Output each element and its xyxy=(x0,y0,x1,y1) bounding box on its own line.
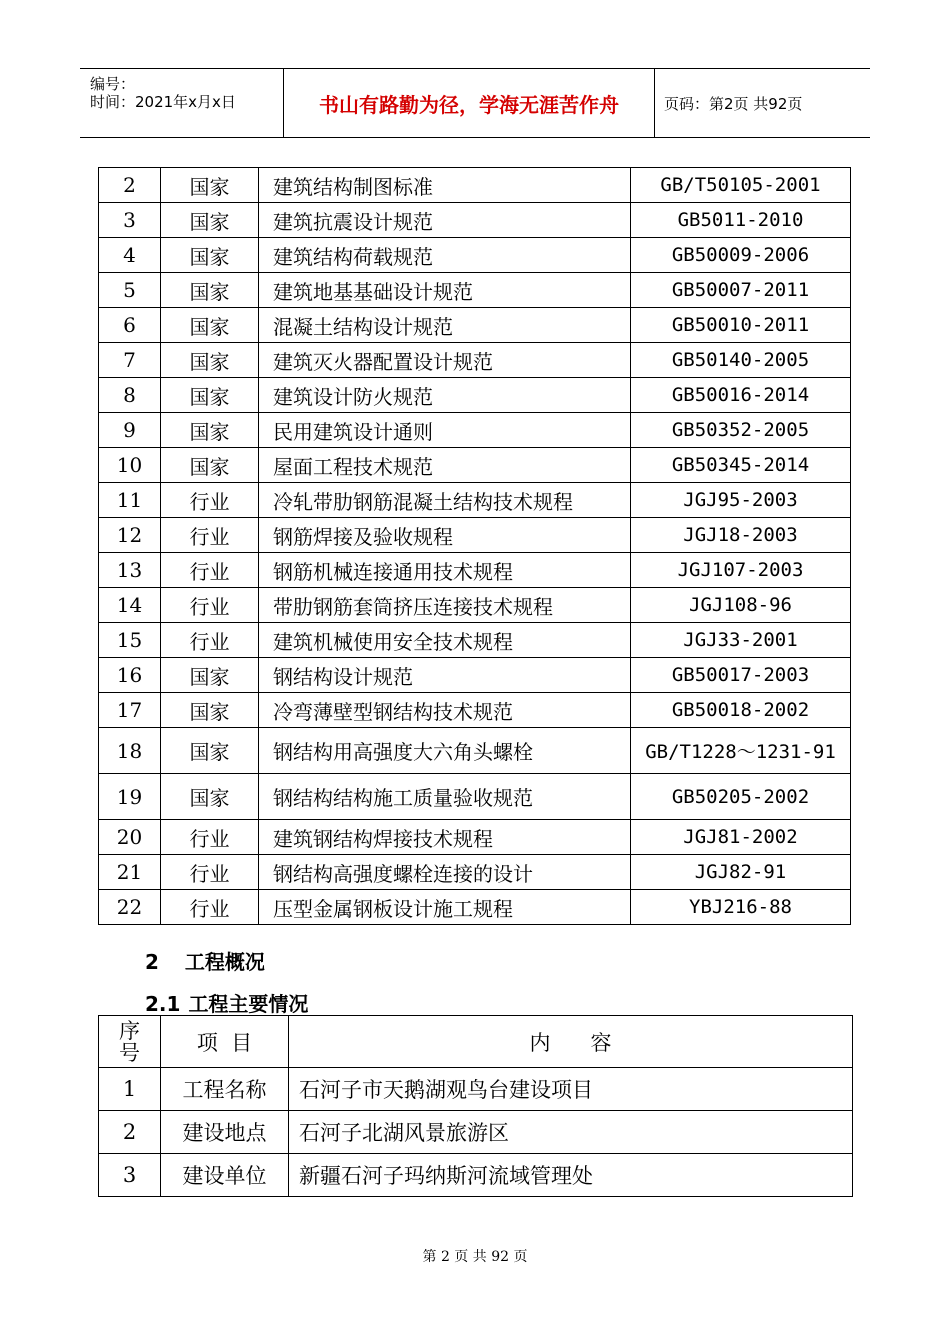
row-level: 国家 xyxy=(161,774,259,820)
row-standard-code: GB50205-2002 xyxy=(631,774,851,820)
section-title: 工程主要情况 xyxy=(188,992,309,1016)
row-number: 3 xyxy=(99,203,161,238)
row-number: 18 xyxy=(99,728,161,774)
row-standard-name: 钢结构高强度螺栓连接的设计 xyxy=(259,855,631,890)
row-level: 国家 xyxy=(161,168,259,203)
row-standard-code: JGJ95-2003 xyxy=(631,483,851,518)
row-standard-name: 建筑地基基础设计规范 xyxy=(259,273,631,308)
row-number: 3 xyxy=(99,1154,161,1197)
row-level: 国家 xyxy=(161,343,259,378)
row-level: 行业 xyxy=(161,483,259,518)
row-standard-code: JGJ18-2003 xyxy=(631,518,851,553)
serial-label: 编号： xyxy=(90,75,136,93)
row-number: 19 xyxy=(99,774,161,820)
row-standard-code: JGJ82-91 xyxy=(631,855,851,890)
table-row xyxy=(99,203,851,238)
table-row xyxy=(99,1111,853,1154)
table-row xyxy=(99,623,851,658)
row-level: 行业 xyxy=(161,588,259,623)
table-row xyxy=(99,378,851,413)
row-standard-code: GB50018-2002 xyxy=(631,693,851,728)
row-level: 国家 xyxy=(161,273,259,308)
row-standard-name: 建筑设计防火规范 xyxy=(259,378,631,413)
table-row xyxy=(99,774,851,820)
row-number: 5 xyxy=(99,273,161,308)
table-row xyxy=(99,448,851,483)
table-row xyxy=(99,238,851,273)
row-item: 建设地点 xyxy=(161,1111,289,1154)
row-level: 行业 xyxy=(161,890,259,925)
row-standard-name: 建筑机械使用安全技术规程 xyxy=(259,623,631,658)
page-header xyxy=(80,68,870,138)
table-row xyxy=(99,483,851,518)
header-motto: 书山有路勤为径，学海无涯苦作舟 xyxy=(283,69,655,137)
row-standard-name: 钢结构结构施工质量验收规范 xyxy=(259,774,631,820)
table-row xyxy=(99,855,851,890)
row-number: 16 xyxy=(99,658,161,693)
row-number: 11 xyxy=(99,483,161,518)
time-label: 时间：2021年x月x日 xyxy=(90,93,236,111)
table-row xyxy=(99,1154,853,1197)
table-row xyxy=(99,343,851,378)
row-content: 石河子市天鹅湖观鸟台建设项目 xyxy=(289,1068,853,1111)
row-standard-name: 混凝土结构设计规范 xyxy=(259,308,631,343)
row-number: 2 xyxy=(99,168,161,203)
row-number: 15 xyxy=(99,623,161,658)
table-row xyxy=(99,413,851,448)
row-standard-code: JGJ81-2002 xyxy=(631,820,851,855)
row-standard-name: 冷轧带肋钢筋混凝土结构技术规程 xyxy=(259,483,631,518)
header-meta xyxy=(80,69,283,137)
header-seq-line2: 号 xyxy=(119,1040,140,1065)
row-standard-name: 钢筋焊接及验收规程 xyxy=(259,518,631,553)
row-content: 新疆石河子玛纳斯河流域管理处 xyxy=(289,1154,853,1197)
row-item: 工程名称 xyxy=(161,1068,289,1111)
row-number: 22 xyxy=(99,890,161,925)
row-standard-code: GB50017-2003 xyxy=(631,658,851,693)
project-table-header xyxy=(99,1016,853,1068)
row-standard-code: JGJ108-96 xyxy=(631,588,851,623)
table-row xyxy=(99,728,851,774)
row-number: 9 xyxy=(99,413,161,448)
row-number: 4 xyxy=(99,238,161,273)
row-standard-code: GB50140-2005 xyxy=(631,343,851,378)
section-number: 2.1 xyxy=(145,992,181,1016)
row-level: 国家 xyxy=(161,693,259,728)
row-number: 8 xyxy=(99,378,161,413)
row-standard-name: 带肋钢筋套筒挤压连接技术规程 xyxy=(259,588,631,623)
header-seq-line1: 序 xyxy=(119,1018,140,1043)
row-level: 国家 xyxy=(161,238,259,273)
row-standard-name: 建筑结构荷载规范 xyxy=(259,238,631,273)
row-number: 21 xyxy=(99,855,161,890)
table-row xyxy=(99,890,851,925)
row-level: 国家 xyxy=(161,413,259,448)
standards-table xyxy=(98,167,851,925)
row-standard-name: 建筑结构制图标准 xyxy=(259,168,631,203)
table-row xyxy=(99,273,851,308)
row-number: 1 xyxy=(99,1068,161,1111)
table-row xyxy=(99,693,851,728)
row-standard-code: GB50352-2005 xyxy=(631,413,851,448)
row-level: 国家 xyxy=(161,658,259,693)
table-row xyxy=(99,308,851,343)
table-row xyxy=(99,168,851,203)
table-row xyxy=(99,1068,853,1111)
row-standard-code: JGJ107-2003 xyxy=(631,553,851,588)
row-standard-name: 建筑抗震设计规范 xyxy=(259,203,631,238)
row-level: 行业 xyxy=(161,623,259,658)
row-number: 10 xyxy=(99,448,161,483)
row-number: 7 xyxy=(99,343,161,378)
table-row xyxy=(99,820,851,855)
row-standard-name: 钢筋机械连接通用技术规程 xyxy=(259,553,631,588)
header-item: 项 目 xyxy=(161,1016,289,1068)
row-standard-name: 建筑灭火器配置设计规范 xyxy=(259,343,631,378)
row-number: 14 xyxy=(99,588,161,623)
row-level: 行业 xyxy=(161,518,259,553)
row-level: 国家 xyxy=(161,378,259,413)
row-standard-name: 屋面工程技术规范 xyxy=(259,448,631,483)
row-number: 17 xyxy=(99,693,161,728)
row-standard-name: 民用建筑设计通则 xyxy=(259,413,631,448)
row-level: 国家 xyxy=(161,448,259,483)
row-number: 12 xyxy=(99,518,161,553)
row-level: 行业 xyxy=(161,553,259,588)
section-title: 工程概况 xyxy=(184,950,265,974)
table-row xyxy=(99,658,851,693)
row-standard-code: YBJ216-88 xyxy=(631,890,851,925)
row-standard-name: 冷弯薄壁型钢结构技术规范 xyxy=(259,693,631,728)
table-row xyxy=(99,518,851,553)
row-content: 石河子北湖风景旅游区 xyxy=(289,1111,853,1154)
row-level: 国家 xyxy=(161,203,259,238)
page-footer: 第 2 页 共 92 页 xyxy=(422,1249,528,1265)
row-standard-code: GB50010-2011 xyxy=(631,308,851,343)
row-level: 国家 xyxy=(161,728,259,774)
header-page-info: 页码：第2页 共92页 xyxy=(664,94,803,113)
section-2-1-heading xyxy=(145,988,308,1017)
table-row xyxy=(99,553,851,588)
row-standard-code: GB5011-2010 xyxy=(631,203,851,238)
header-content: 内 容 xyxy=(289,1016,853,1068)
row-standard-code: GB/T50105-2001 xyxy=(631,168,851,203)
row-standard-code: GB/T1228～1231-91 xyxy=(631,728,851,774)
row-number: 2 xyxy=(99,1111,161,1154)
row-level: 行业 xyxy=(161,855,259,890)
row-level: 行业 xyxy=(161,820,259,855)
table-row xyxy=(99,588,851,623)
row-number: 20 xyxy=(99,820,161,855)
section-number: 2 xyxy=(145,950,159,974)
row-standard-name: 压型金属钢板设计施工规程 xyxy=(259,890,631,925)
row-number: 6 xyxy=(99,308,161,343)
project-table xyxy=(98,1015,853,1197)
row-item: 建设单位 xyxy=(161,1154,289,1197)
row-standard-code: GB50345-2014 xyxy=(631,448,851,483)
row-standard-name: 钢结构用高强度大六角头螺栓 xyxy=(259,728,631,774)
row-number: 13 xyxy=(99,553,161,588)
row-standard-name: 建筑钢结构焊接技术规程 xyxy=(259,820,631,855)
row-level: 国家 xyxy=(161,308,259,343)
row-standard-name: 钢结构设计规范 xyxy=(259,658,631,693)
section-2-heading xyxy=(145,946,265,975)
row-standard-code: JGJ33-2001 xyxy=(631,623,851,658)
header-seq xyxy=(99,1016,161,1068)
row-standard-code: GB50009-2006 xyxy=(631,238,851,273)
row-standard-code: GB50007-2011 xyxy=(631,273,851,308)
row-standard-code: GB50016-2014 xyxy=(631,378,851,413)
